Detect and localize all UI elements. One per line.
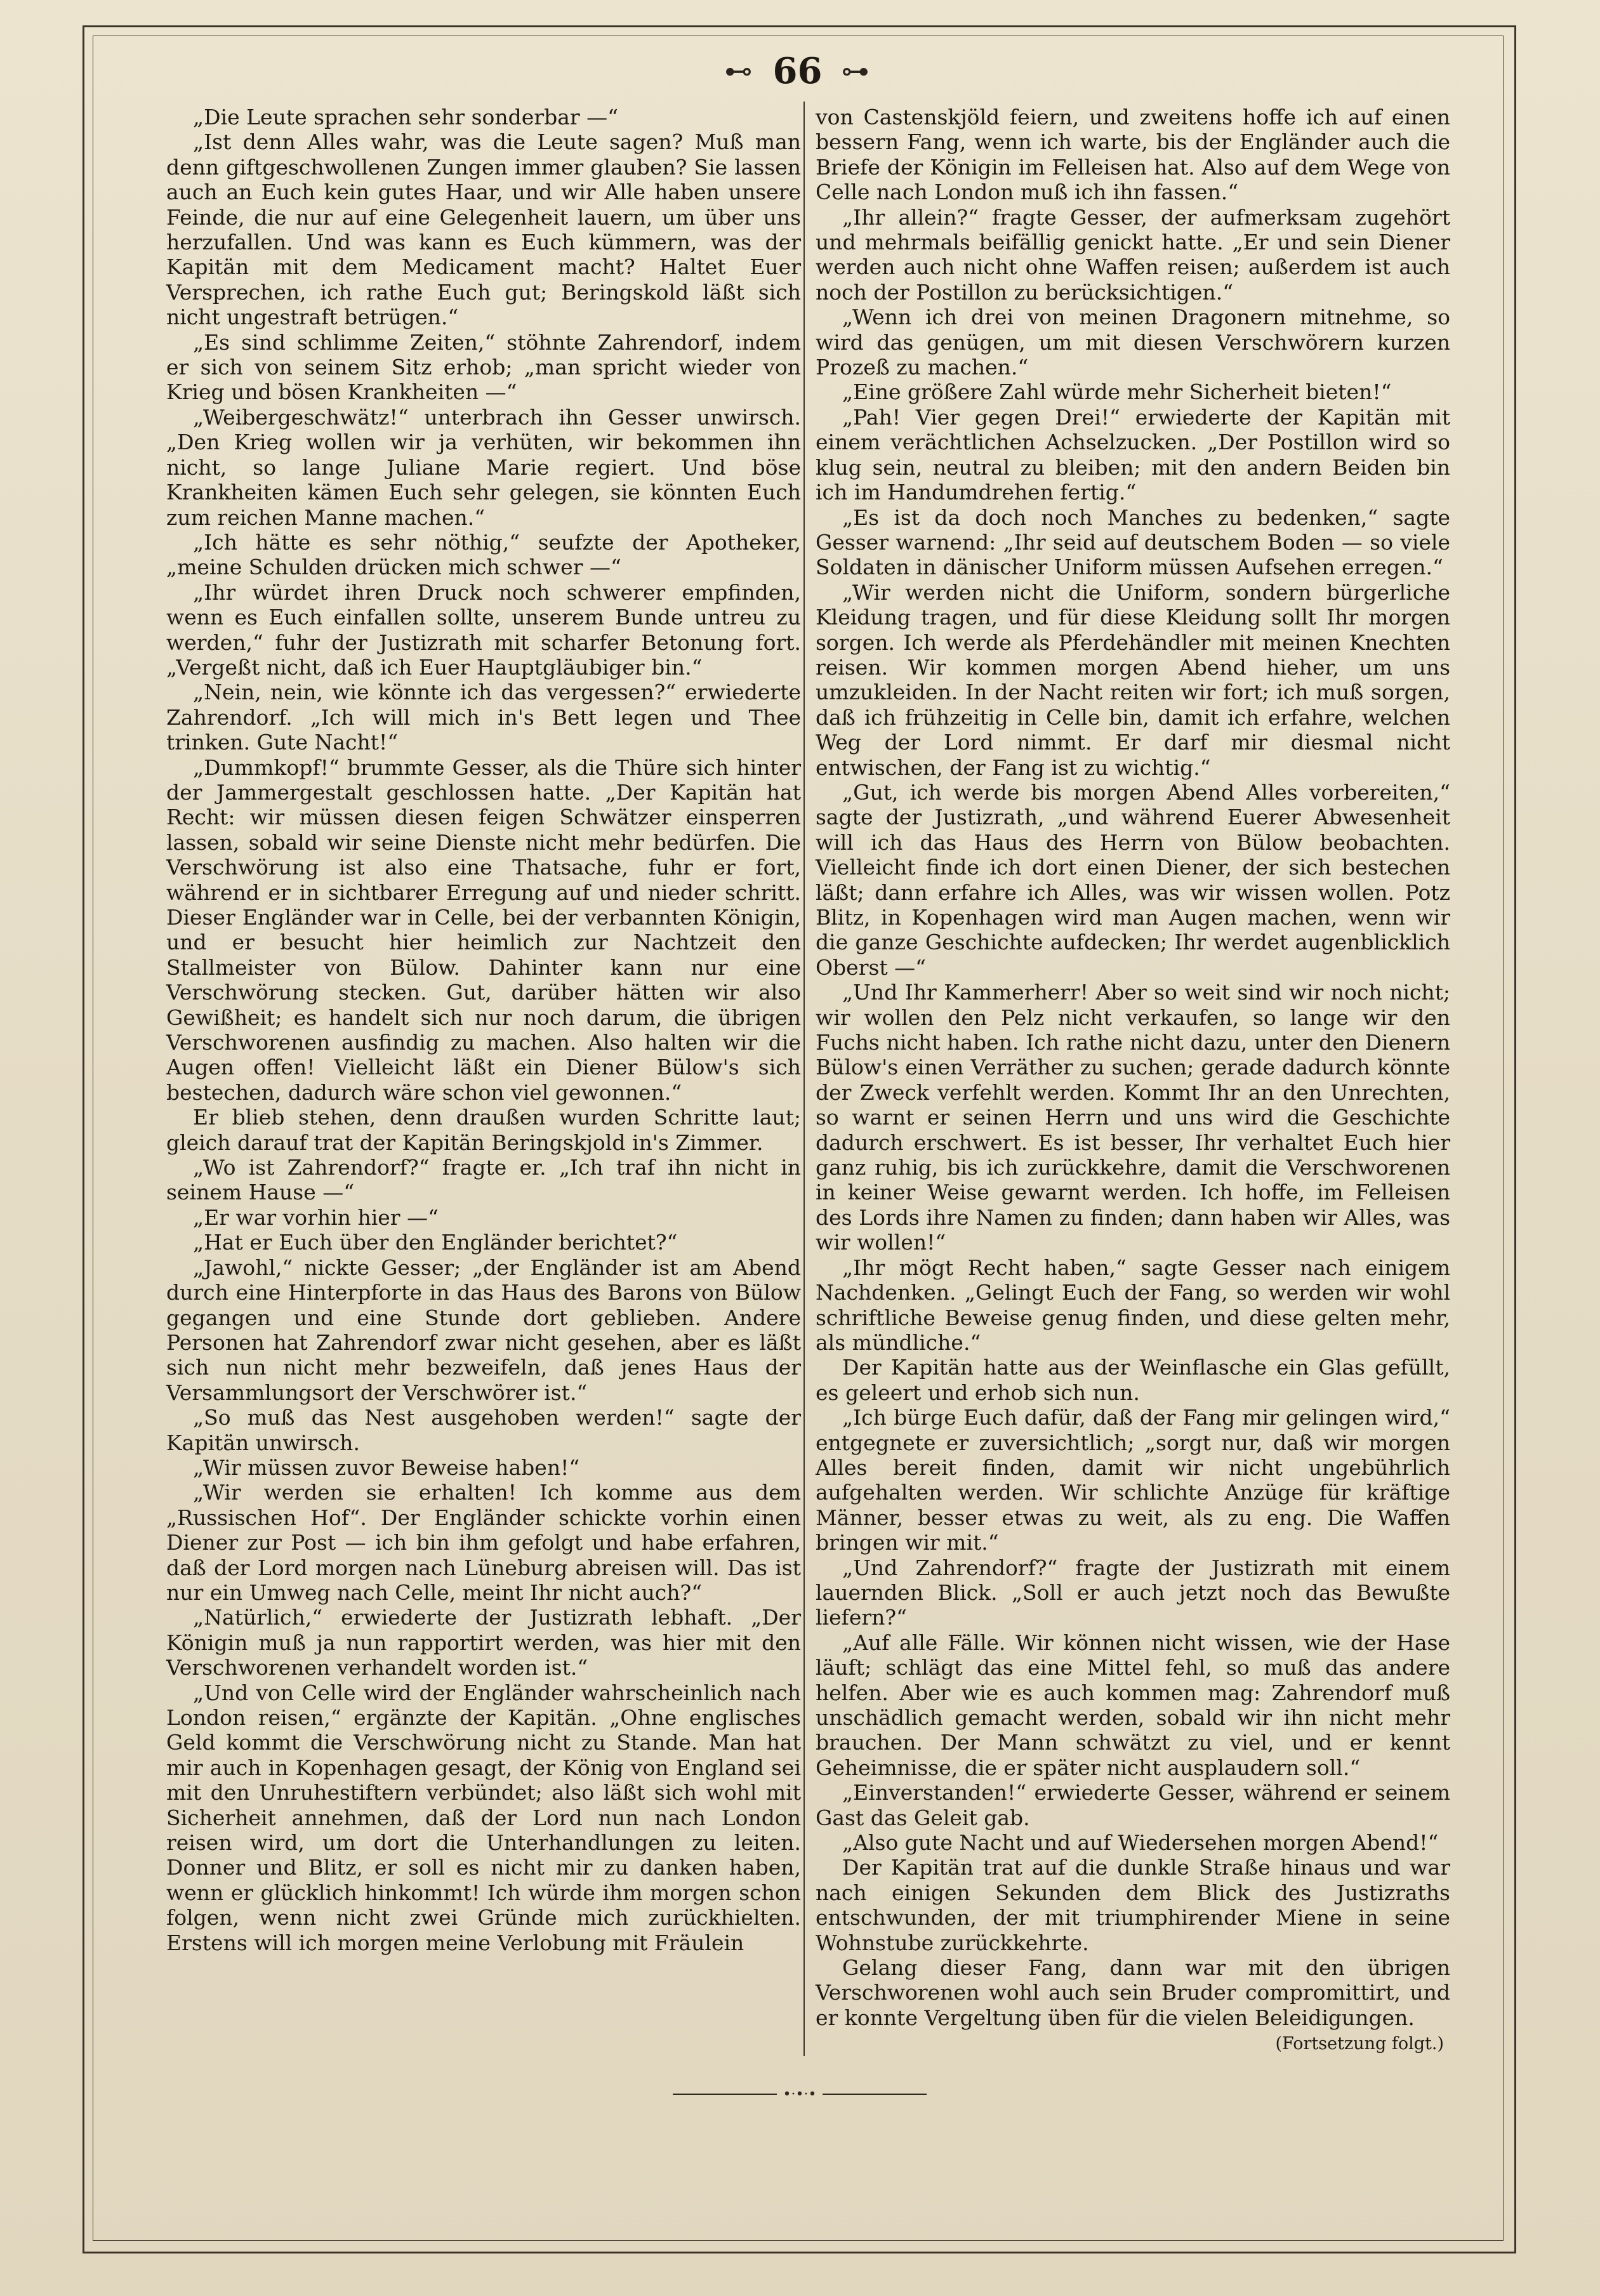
paragraph: „Wir müssen zuvor Beweise haben!“ — [193, 1455, 580, 1480]
paragraph: „Ihr würdet ihren Druck noch schwerer empfinden, wenn es Euch einfallen sollte, unserem Bunde untreu zu werden,“ fuhr der Justizrath mit scharfer Betonung fort. „Vergeßt nicht, daß ich Euer Hauptgläubiger bin.“ — [166, 579, 801, 680]
paragraph: „Weibergeschwätz!“ unterbrach ihn Gesser unwirsch. „Den Krieg wollen wir ja verhüten, wir bekommen ihn nicht, so lange Juliane Marie regiert. Und böse Krankheiten kämen Euch sehr gelegen, sie könnten Euch zum reichen Manne machen.“ — [166, 404, 801, 530]
paragraph: „Die Leute sprachen sehr sonderbar —“ — [193, 105, 619, 129]
paragraph: „Eine größere Zahl würde mehr Sicherheit bieten!“ — [842, 379, 1392, 405]
paragraph: „Auf alle Fälle. Wir können nicht wissen, wie der Hase läuft; schlägt das eine Mittel fehl, so muß das andere helfen. Aber wie es auch kommen mag: Zahrendorf muß unschädlich gemacht werden, sobald wir ihn nicht mehr brauchen. Der Mann schwätzt zu viel, und er kennt Geheimnisse, die er später nicht ausplaudern soll.“ — [816, 1630, 1450, 1780]
paragraph: „Dummkopf!“ brummte Gesser, als die Thüre sich hinter der Jammergestalt geschlossen hatte. „Der Kapitän hat Recht: wir müssen diesen feigen Schwätzer einsperren lassen, sobald wir seine Dienste nicht mehr bedürfen. Die Verschwörung ist also eine Thatsache, fuhr er fort, während er in sichtbarer Erregung auf und nieder schritt. Dieser Engländer war in Celle, bei der verbannten Königin, und er besucht hier heimlich zur Nachtzeit den Stallmeister von Bülow. Dahinter kann nur eine Verschwörung stecken. Gut, darüber hätten wir also Gewißheit; es handelt sich nur noch darum, die übrigen Verschworenen ausfindig zu machen. Also halten wir die Augen offen! Vielleicht läßt ein Diener Bülow's sich bestechen, dadurch wäre schon viel gewonnen.“ — [166, 755, 801, 1105]
continuation-note: (Fortsetzung folgt.) — [1275, 2034, 1444, 2054]
paragraph: „Ich hätte es sehr nöthig,“ seufzte der Apotheker, „meine Schulden drücken mich schwer —“ — [166, 529, 801, 580]
paragraph: „Ihr allein?“ fragte Gesser, der aufmerksam zugehört und mehrmals beifällig genickt hatte. „Er und sein Diener werden auch nicht ohne Waffen reisen; außerdem ist auch noch der Postillon zu berücksichtigen.“ — [816, 204, 1450, 305]
page-header — [93, 46, 1502, 96]
column-divider — [803, 102, 805, 2056]
right-column — [816, 105, 1450, 2057]
paragraph: Er blieb stehen, denn draußen wurden Schritte laut; gleich darauf trat der Kapitän Beringskjold in's Zimmer. — [166, 1105, 801, 1155]
paragraph: „Wir werden nicht die Uniform, sondern bürgerliche Kleidung tragen, und für diese Kleidung sollt Ihr morgen sorgen. Ich werde als Pferdehändler mit meinen Knechten reisen. Wir kommen morgen Abend hieher, um uns umzukleiden. In der Nacht reiten wir fort; ich muß sorgen, daß ich frühzeitig in Celle bin, damit ich erfahre, welchen Weg der Lord nimmt. Er darf mir diesmal nicht entwischen, der Fang ist zu wichtig.“ — [816, 579, 1450, 780]
paragraph: Gelang dieser Fang, dann war mit den übrigen Verschworenen wohl auch sein Bruder compromittirt, und er konnte Vergeltung üben für die vielen Beleidigungen. — [816, 1955, 1450, 2030]
end-ornament: •·•·• — [783, 2086, 817, 2102]
paragraph: „Er war vorhin hier —“ — [193, 1204, 439, 1230]
paragraph: „So muß das Nest ausgehoben werden!“ sagte der Kapitän unwirsch. — [166, 1405, 801, 1455]
paragraph: „Gut, ich werde bis morgen Abend Alles vorbereiten,“ sagte der Justizrath, „und während Euerer Abwesenheit will ich das Haus des Herrn von Bülow beobachten. Vielleicht finde ich dort einen Diener, der sich bestechen läßt; dann erfahre ich Alles, was wir wissen wollen. Potz Blitz, in Kopenhagen wird man Augen machen, wenn wir die ganze Geschichte aufdecken; Ihr werdet augenblicklich Oberst —“ — [816, 779, 1450, 980]
paragraph: „Wir werden sie erhalten! Ich komme aus dem „Russischen Hof“. Der Engländer schickte vorhin einen Diener zur Post — ich bin ihm gefolgt und habe erfahren, daß der Lord morgen nach Lüneburg abreisen will. Das ist nur ein Umweg nach Celle, meint Ihr nicht auch?“ — [166, 1480, 801, 1605]
page-number: 66 — [772, 50, 823, 92]
paragraph: „Also gute Nacht und auf Wiedersehen morgen Abend!“ — [842, 1830, 1439, 1856]
end-ornament-rule — [673, 2087, 927, 2102]
paragraph: „Nein, nein, wie könnte ich das vergessen?“ erwiederte Zahrendorf. „Ich will mich in's Bett legen und Thee trinken. Gute Nacht!“ — [166, 680, 801, 755]
paragraph: „Ihr mögt Recht haben,“ sagte Gesser nach einigem Nachdenken. „Gelingt Euch der Fang, so werden wir wohl schriftliche Beweise genug finden, und diese gelten mehr, als mündliche.“ — [816, 1255, 1450, 1355]
left-column — [166, 105, 801, 1955]
header-ornament-left: ⊷ — [724, 55, 754, 88]
end-rule-right — [823, 2094, 927, 2095]
paragraph: „Pah! Vier gegen Drei!“ erwiederte der Kapitän mit einem verächtlichen Achselzucken. „Der Postillon wird so klug sein, neutral zu bleiben; mit den andern Beiden bin ich im Handumdrehen fertig.“ — [816, 404, 1450, 505]
end-rule-left — [673, 2094, 777, 2095]
paragraph: „Es ist da doch noch Manches zu bedenken,“ sagte Gesser warnend: „Ihr seid auf deutschem Boden — so viele Soldaten in dänischer Uniform müssen Aufsehen erregen.“ — [816, 505, 1450, 580]
paragraph: „Es sind schlimme Zeiten,“ stöhnte Zahrendorf, indem er sich von seinem Sitz erhob; „man spricht wieder von Krieg und bösen Krankheiten —“ — [166, 329, 801, 405]
paragraph: „Natürlich,“ erwiederte der Justizrath lebhaft. „Der Königin muß ja nun rapportirt werden, was hier mit den Verschworenen verhandelt worden ist.“ — [166, 1605, 801, 1680]
paragraph: „Ich bürge Euch dafür, daß der Fang mir gelingen wird,“ entgegnete er zuversichtlich; „sorgt nur, daß wir morgen Alles bereit finden, damit wir nicht ungebührlich aufgehalten werden. Wir schlichte Anzüge für kräftige Männer, besser etwas zu weit, als zu eng. Die Waffen bringen wir mit.“ — [816, 1405, 1450, 1555]
paragraph: „Wenn ich drei von meinen Dragonern mitnehme, so wird das genügen, um mit diesen Verschwörern kurzen Prozeß zu machen.“ — [816, 305, 1450, 380]
paragraph: von Castenskjöld feiern, und zweitens hoffe ich auf einen bessern Fang, wenn ich warte, bis der Engländer auch die Briefe der Königin im Felleisen hat. Also auf dem Wege von Celle nach London muß ich ihn fassen.“ — [816, 105, 1450, 205]
paragraph: Der Kapitän hatte aus der Weinflasche ein Glas gefüllt, es geleert und erhob sich nun. — [816, 1355, 1450, 1405]
paragraph: „Und Ihr Kammerherr! Aber so weit sind wir noch nicht; wir wollen den Pelz nicht verkaufen, so lange wir den Fuchs nicht haben. Ich rathe nicht dazu, unter den Dienern Bülow's einen Verräther zu suchen; gerade dadurch könnte der Zweck verfehlt werden. Kommt Ihr an den Unrechten, so warnt er seinen Herrn und uns wird die Geschichte dadurch erschwert. Es ist besser, Ihr verhaltet Euch hier ganz ruhig, bis ich zurückkehre, damit die Verschworenen in keiner Weise gewarnt werden. Ich hoffe, im Felleisen des Lords ihre Namen zu finden; dann haben wir Alles, was wir wollen!“ — [816, 980, 1450, 1255]
paragraph: „Ist denn Alles wahr, was die Leute sagen? Muß man denn giftgeschwollenen Zungen immer glauben? Sie lassen auch an Euch kein gutes Haar, und wir Alle haben unsere Feinde, die nur auf eine Gelegenheit lauern, um über uns herzufallen. Und was kann es Euch kümmern, was der Kapitän mit dem Medicament macht? Haltet Euer Versprechen, ich rathe Euch gut; Beringskold läßt sich nicht ungestraft betrügen.“ — [166, 129, 801, 330]
paragraph: „Einverstanden!“ erwiederte Gesser, während er seinem Gast das Geleit gab. — [816, 1780, 1450, 1830]
header-ornament-right: ⊶ — [841, 55, 871, 88]
paragraph: „Und von Celle wird der Engländer wahrscheinlich nach London reisen,“ ergänzte der Kapitän. „Ohne englisches Geld kommt die Verschwörung nicht zu Stande. Man hat mir auch in Kopenhagen gesagt, der König von England sei mit den Unruhestiftern verbündet; also läßt sich wohl mit Sicherheit annehmen, daß der Lord nun nach London reisen wird, um dort die Unterhandlungen zu leiten. Donner und Blitz, er soll es nicht mir zu danken haben, wenn er glücklich hinkommt! Ich würde ihm morgen schon folgen, wenn nicht zwei Gründe mich zurückhielten. Erstens will ich morgen meine Verlobung mit Fräulein — [166, 1680, 801, 1955]
paragraph: „Und Zahrendorf?“ fragte der Justizrath mit einem lauernden Blick. „Soll er auch jetzt noch das Bewußte liefern?“ — [816, 1555, 1450, 1630]
paragraph: „Jawohl,“ nickte Gesser; „der Engländer ist am Abend durch eine Hinterpforte in das Haus des Barons von Bülow gegangen und eine Stunde dort geblieben. Andere Personen hat Zahrendorf zwar nicht gesehen, aber es läßt sich nun nicht mehr bezweifeln, daß jenes Haus der Versammlungsort der Verschwörer ist.“ — [166, 1255, 801, 1405]
paragraph: „Hat er Euch über den Engländer berichtet?“ — [193, 1230, 678, 1255]
paragraph: Der Kapitän trat auf die dunkle Straße hinaus und war nach einigen Sekunden dem Blick des Justizraths entschwunden, der mit triumphirender Miene in seine Wohnstube zurückkehrte. — [816, 1855, 1450, 1955]
paragraph: „Wo ist Zahrendorf?“ fragte er. „Ich traf ihn nicht in seinem Hause —“ — [166, 1155, 801, 1205]
